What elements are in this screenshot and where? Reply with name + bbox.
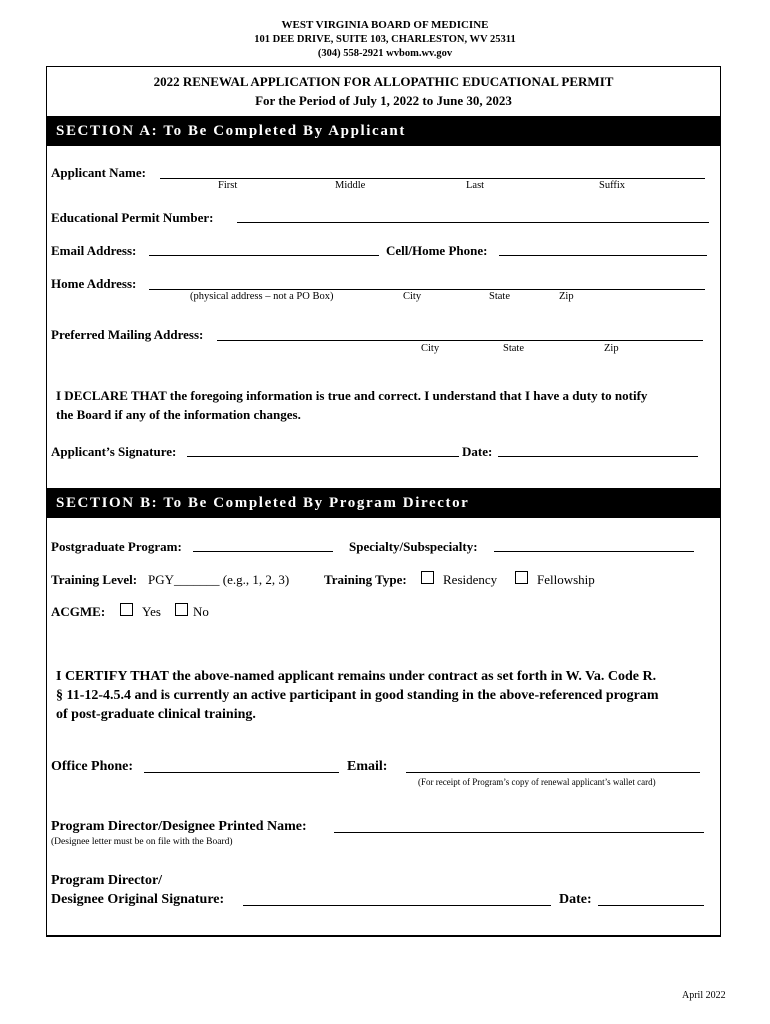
- director-signature-label-2: Designee Original Signature:: [51, 892, 225, 907]
- residency-option-label: Residency: [443, 572, 498, 587]
- acgme-no-checkbox[interactable]: [175, 603, 188, 616]
- mailing-state-caption: State: [503, 343, 524, 354]
- applicant-signature-label: Applicant’s Signature:: [51, 444, 177, 459]
- training-level-label: Training Level:: [51, 572, 138, 587]
- acgme-label: ACGME:: [51, 604, 106, 619]
- printed-name-label: Program Director/Designee Printed Name:: [51, 819, 307, 834]
- director-signature-label-1: Program Director/: [51, 873, 163, 888]
- director-email-field[interactable]: [406, 772, 700, 773]
- permit-number-label: Educational Permit Number:: [51, 210, 214, 225]
- certify-line-1: I CERTIFY THAT the above-named applicant remains under contract as set forth in W. Va. Code R.: [56, 669, 657, 684]
- home-zip-caption: Zip: [559, 291, 574, 302]
- declaration-line-2: the Board if any of the information changes.: [56, 407, 301, 422]
- training-level-field[interactable]: PGY_______ (e.g., 1, 2, 3): [148, 572, 290, 587]
- email-label: Email Address:: [51, 243, 137, 258]
- acgme-yes-checkbox[interactable]: [120, 603, 133, 616]
- email-field[interactable]: [149, 255, 379, 256]
- name-suffix-caption: Suffix: [599, 180, 626, 191]
- permit-number-field[interactable]: [237, 222, 709, 223]
- org-name: WEST VIRGINIA BOARD OF MEDICINE: [281, 19, 489, 31]
- acgme-no-label: No: [193, 604, 209, 619]
- director-email-hint: (For receipt of Program’s copy of renewal applicant’s wallet card): [418, 777, 656, 787]
- specialty-field[interactable]: [494, 551, 694, 552]
- declaration-line-1: I DECLARE THAT the foregoing information is true and correct. I understand that I have a duty to notify: [56, 388, 648, 403]
- name-middle-caption: Middle: [335, 180, 366, 191]
- home-address-field[interactable]: [149, 289, 705, 290]
- applicant-name-field[interactable]: [160, 178, 705, 179]
- phone-label: Cell/Home Phone:: [386, 243, 488, 258]
- mailing-address-field[interactable]: [217, 340, 703, 341]
- form-title: 2022 RENEWAL APPLICATION FOR ALLOPATHIC EDUCATIONAL PERMIT: [153, 74, 614, 89]
- mailing-city-caption: City: [421, 343, 440, 354]
- director-date-label: Date:: [559, 892, 592, 907]
- applicant-signature-field[interactable]: [187, 456, 459, 457]
- org-contact: (304) 558-2921 wvbom.wv.gov: [317, 48, 453, 59]
- training-type-label: Training Type:: [324, 572, 407, 587]
- program-label: Postgraduate Program:: [51, 539, 182, 554]
- fellowship-checkbox[interactable]: [515, 571, 528, 584]
- phone-field[interactable]: [499, 255, 707, 256]
- program-field[interactable]: [193, 551, 333, 552]
- name-last-caption: Last: [466, 180, 485, 191]
- home-city-caption: City: [403, 291, 422, 302]
- certify-line-2: § 11-12-4.5.4 and is currently an active participant in good standing in the above-referenced program: [56, 688, 659, 703]
- form-period: For the Period of July 1, 2022 to June 30, 2023: [255, 93, 512, 108]
- applicant-date-label: Date:: [462, 444, 493, 459]
- office-phone-field[interactable]: [144, 772, 339, 773]
- director-signature-field[interactable]: [243, 905, 551, 906]
- mailing-zip-caption: Zip: [604, 343, 619, 354]
- office-phone-label: Office Phone:: [51, 759, 134, 774]
- director-email-label: Email:: [347, 759, 388, 774]
- residency-checkbox[interactable]: [421, 571, 434, 584]
- applicant-date-field[interactable]: [498, 456, 698, 457]
- org-address: 101 DEE DRIVE, SUITE 103, CHARLESTON, WV 25311: [254, 34, 516, 45]
- home-state-caption: State: [489, 291, 510, 302]
- certify-line-3: of post-graduate clinical training.: [56, 707, 256, 722]
- form-bottom-rule: [46, 935, 721, 937]
- designee-note: (Designee letter must be on file with the Board): [51, 837, 233, 847]
- director-date-field[interactable]: [598, 905, 704, 906]
- home-address-label: Home Address:: [51, 276, 137, 291]
- revision-date: April 2022: [682, 990, 726, 1001]
- section-b-header: SECTION B: To Be Completed By Program Director: [46, 488, 721, 518]
- acgme-yes-label: Yes: [142, 604, 161, 619]
- printed-name-field[interactable]: [334, 832, 704, 833]
- mailing-address-label: Preferred Mailing Address:: [51, 327, 204, 342]
- name-first-caption: First: [218, 180, 238, 191]
- fellowship-option-label: Fellowship: [537, 572, 595, 587]
- home-address-hint: (physical address – not a PO Box): [190, 291, 334, 302]
- specialty-label: Specialty/Subspecialty:: [349, 539, 478, 554]
- section-a-header: SECTION A: To Be Completed By Applicant: [46, 116, 721, 146]
- applicant-name-label: Applicant Name:: [51, 165, 146, 180]
